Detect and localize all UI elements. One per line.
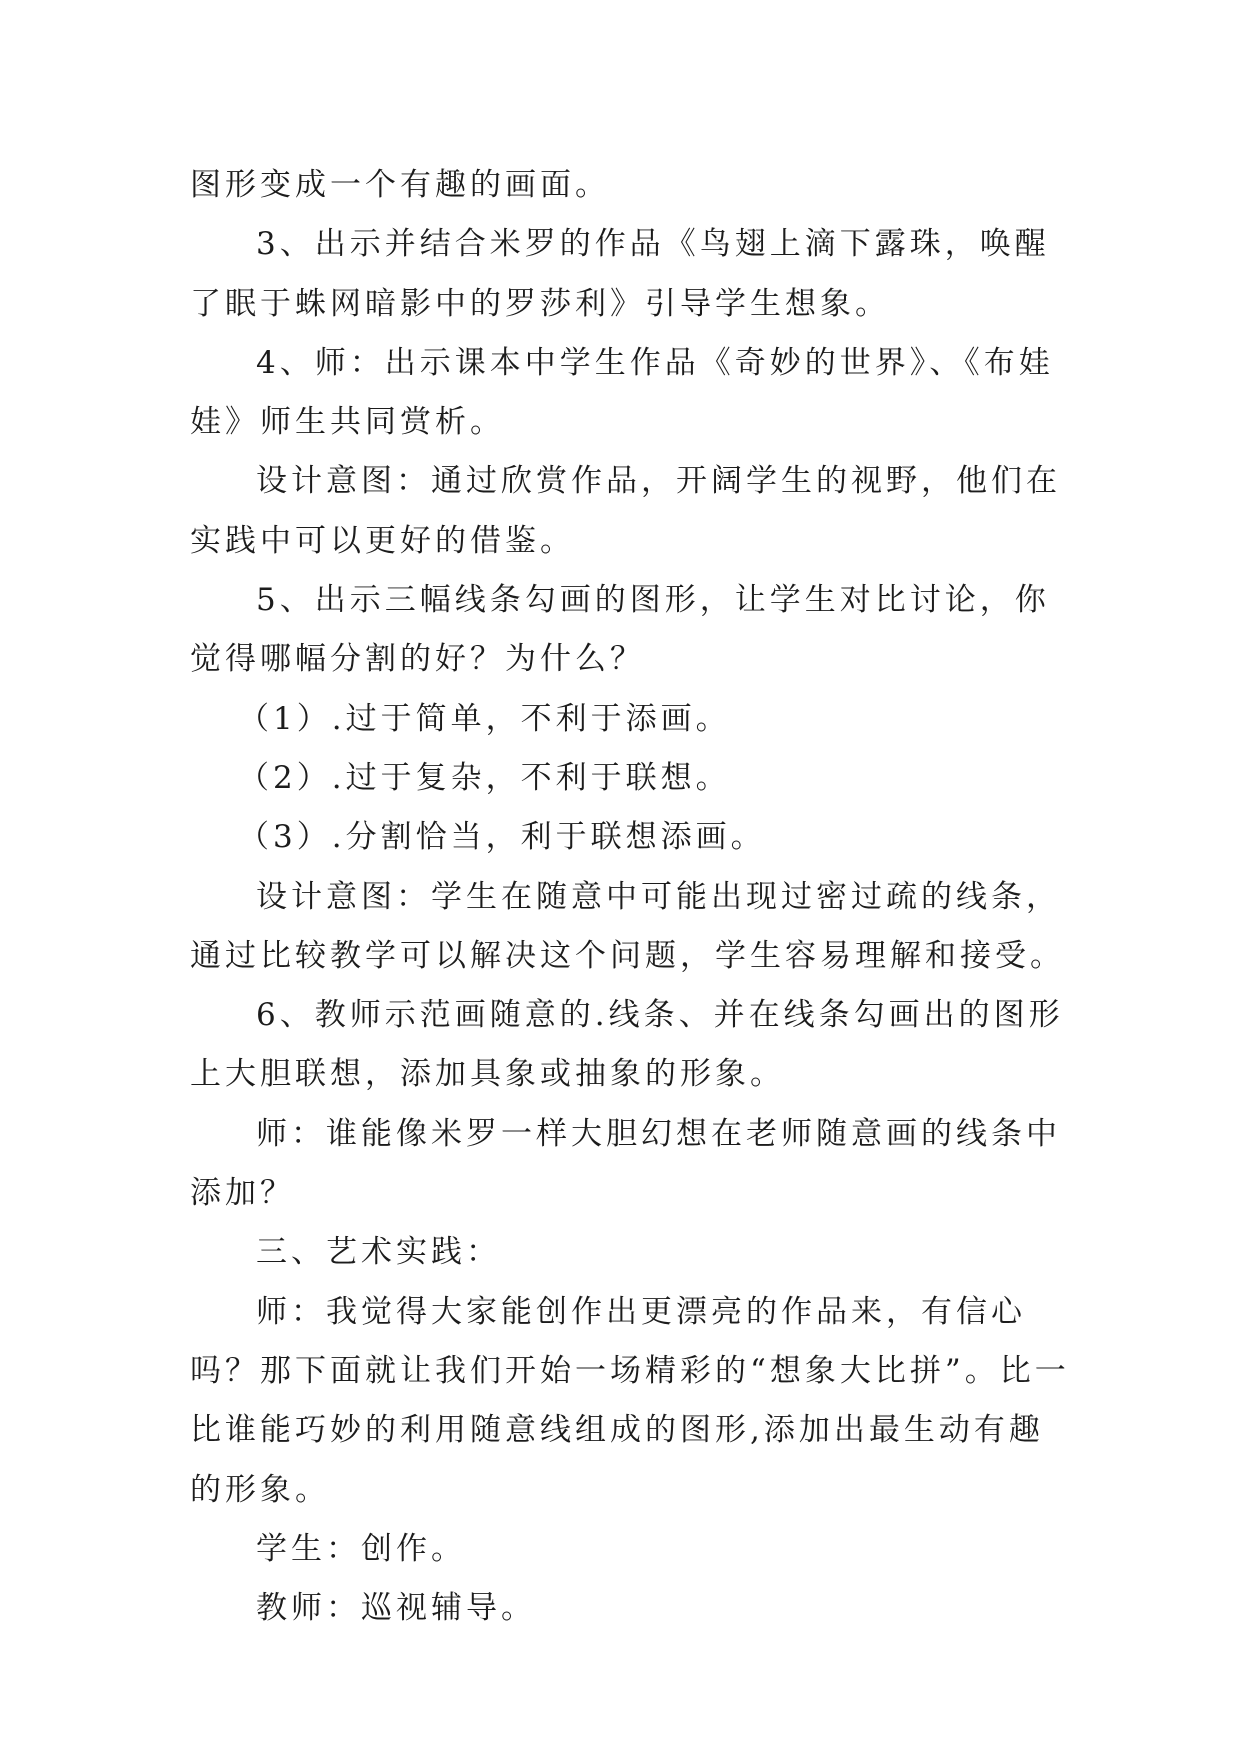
list-item-3: （3）.分割恰当，利于联想添画。 bbox=[238, 819, 766, 856]
list-item-1: （1）.过于简单，不利于添画。 bbox=[238, 700, 731, 737]
paragraph-5: 5、出示三幅线条勾画的图形，让学生对比讨论，你觉得哪幅分割的好？为什么？ bbox=[190, 582, 1050, 678]
list-item-2: （2）.过于复杂，不利于联想。 bbox=[238, 759, 731, 796]
section-heading: 三、艺术实践： bbox=[256, 1234, 501, 1271]
paragraph-9: 设计意图：学生在随意中可能出现过密过疏的线条，通过比较教学可以解决这个问题，学生容易理解和接受。 bbox=[190, 878, 1065, 974]
paragraph-3: 4、师：出示课本中学生作品《奇妙的世界》、《布娃娃》师生共同赏析。 bbox=[190, 344, 1054, 441]
paragraph-10: 6、教师示范画随意的.线条、并在线条勾画出的图形上大胆联想，添加具象或抽象的形象。 bbox=[190, 997, 1064, 1093]
paragraph-11: 师：谁能像米罗一样大胆幻想在老师随意画的线条中添加？ bbox=[190, 1115, 1061, 1212]
paragraph-2: 3、出示并结合米罗的作品《鸟翅上滴下露珠，唤醒了眠于蛛网暗影中的罗莎利》引导学生想象。 bbox=[190, 226, 1050, 322]
paragraph-13: 师：我觉得大家能创作出更漂亮的作品来，有信心吗？那下面就让我们开始一场精彩的“想象大比拼”。比一比谁能巧妙的利用随意线组成的图形,添加出最生动有趣的形象。 bbox=[190, 1293, 1070, 1508]
paragraph-14: 学生：创作。 bbox=[256, 1530, 466, 1567]
paragraph-4: 设计意图：通过欣赏作品，开阔学生的视野，他们在实践中可以更好的借鉴。 bbox=[190, 463, 1061, 559]
paragraph-15: 教师：巡视辅导。 bbox=[256, 1590, 536, 1627]
paragraph-1: 图形变成一个有趣的画面。 bbox=[190, 167, 610, 203]
document-body bbox=[190, 156, 1070, 1638]
